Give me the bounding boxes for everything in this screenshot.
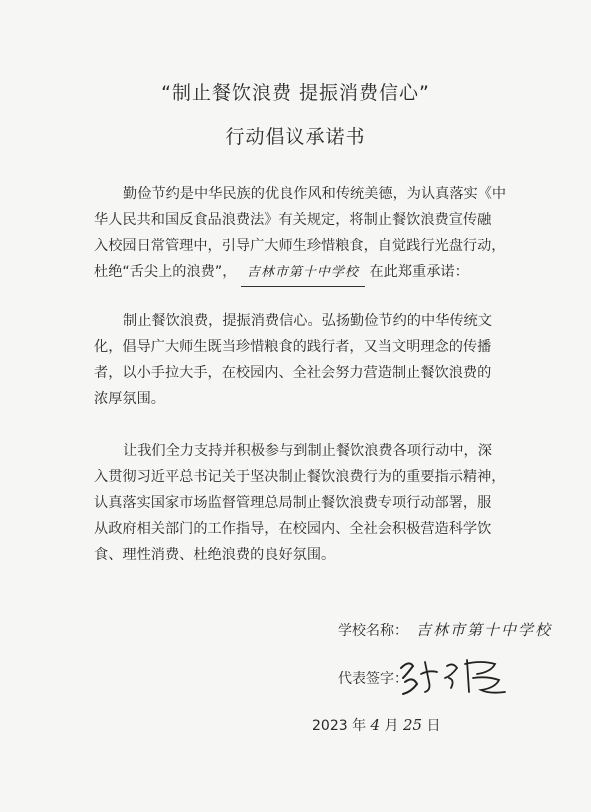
school-name-row <box>338 619 552 640</box>
paragraph-3-line: 让我们全力支持并积极参与到制止餐饮浪费各项行动中，深 <box>123 443 492 459</box>
school-name-handwritten: 吉林市第十中学校 <box>416 621 553 639</box>
paragraph-3-line: 从政府相关部门的工作指导，在校园内、全社会积极营造科学饮 <box>94 521 492 537</box>
paragraph-3-line: 入贯彻习近平总书记关于坚决制止餐饮浪费行为的重要指示精神， <box>94 469 506 485</box>
paragraph-1-line: 华人民共和国反食品浪费法》有关规定，将制止餐饮浪费宣传融 <box>94 212 492 228</box>
paragraph-1-suffix: 在此郑重承诺： <box>369 264 469 280</box>
paragraph-2-line: 者，以小手拉大手，在校园内、全社会努力营造制止餐饮浪费的 <box>94 365 492 381</box>
school-name-label: 学校名称： <box>338 623 408 639</box>
representative-label: 代表签字： <box>338 671 408 687</box>
document-subtitle: 行动倡议承诺书 <box>225 126 366 148</box>
document-title: “制止餐饮浪费 提振消费信心” <box>161 82 430 104</box>
date-day-unit: 日 <box>426 718 441 734</box>
paragraph-1 <box>94 181 534 287</box>
paragraph-2-line: 制止餐饮浪费，提振消费信心。弘扬勤俭节约的中华传统文 <box>123 313 492 329</box>
paragraph-1-prefix: 杜绝“舌尖上的浪费”， <box>94 264 237 280</box>
paragraph-3-line: 认真落实国家市场监督管理总局制止餐饮浪费专项行动部署，服 <box>94 495 492 511</box>
paragraph-1-line: 入校园日常管理中，引导广大师生珍惜粮食，自觉践行光盘行动， <box>94 238 506 254</box>
date-month-unit: 月 <box>384 718 399 734</box>
date-month-handwritten: 4 <box>370 716 381 734</box>
paragraph-3-line: 食、理性消费、杜绝浪费的良好氛围。 <box>94 547 336 563</box>
school-name-filled-field: 吉林市第十中学校 <box>241 260 365 287</box>
date-day-handwritten: 25 <box>403 716 423 734</box>
paragraph-1-last-line <box>94 259 534 287</box>
paragraph-3 <box>94 438 534 568</box>
date-row <box>312 715 441 735</box>
paragraph-2-line: 浓厚氛围。 <box>94 391 165 407</box>
handwritten-signature <box>395 652 515 700</box>
paragraph-2 <box>94 308 534 412</box>
paragraph-2-line: 化，倡导广大师生既当珍惜粮食的践行者，又当文明理念的传播 <box>94 339 492 355</box>
date-year: 2023 年 <box>312 718 367 734</box>
paragraph-1-line: 勤俭节约是中华民族的优良作风和传统美德，为认真落实《中 <box>123 186 507 202</box>
